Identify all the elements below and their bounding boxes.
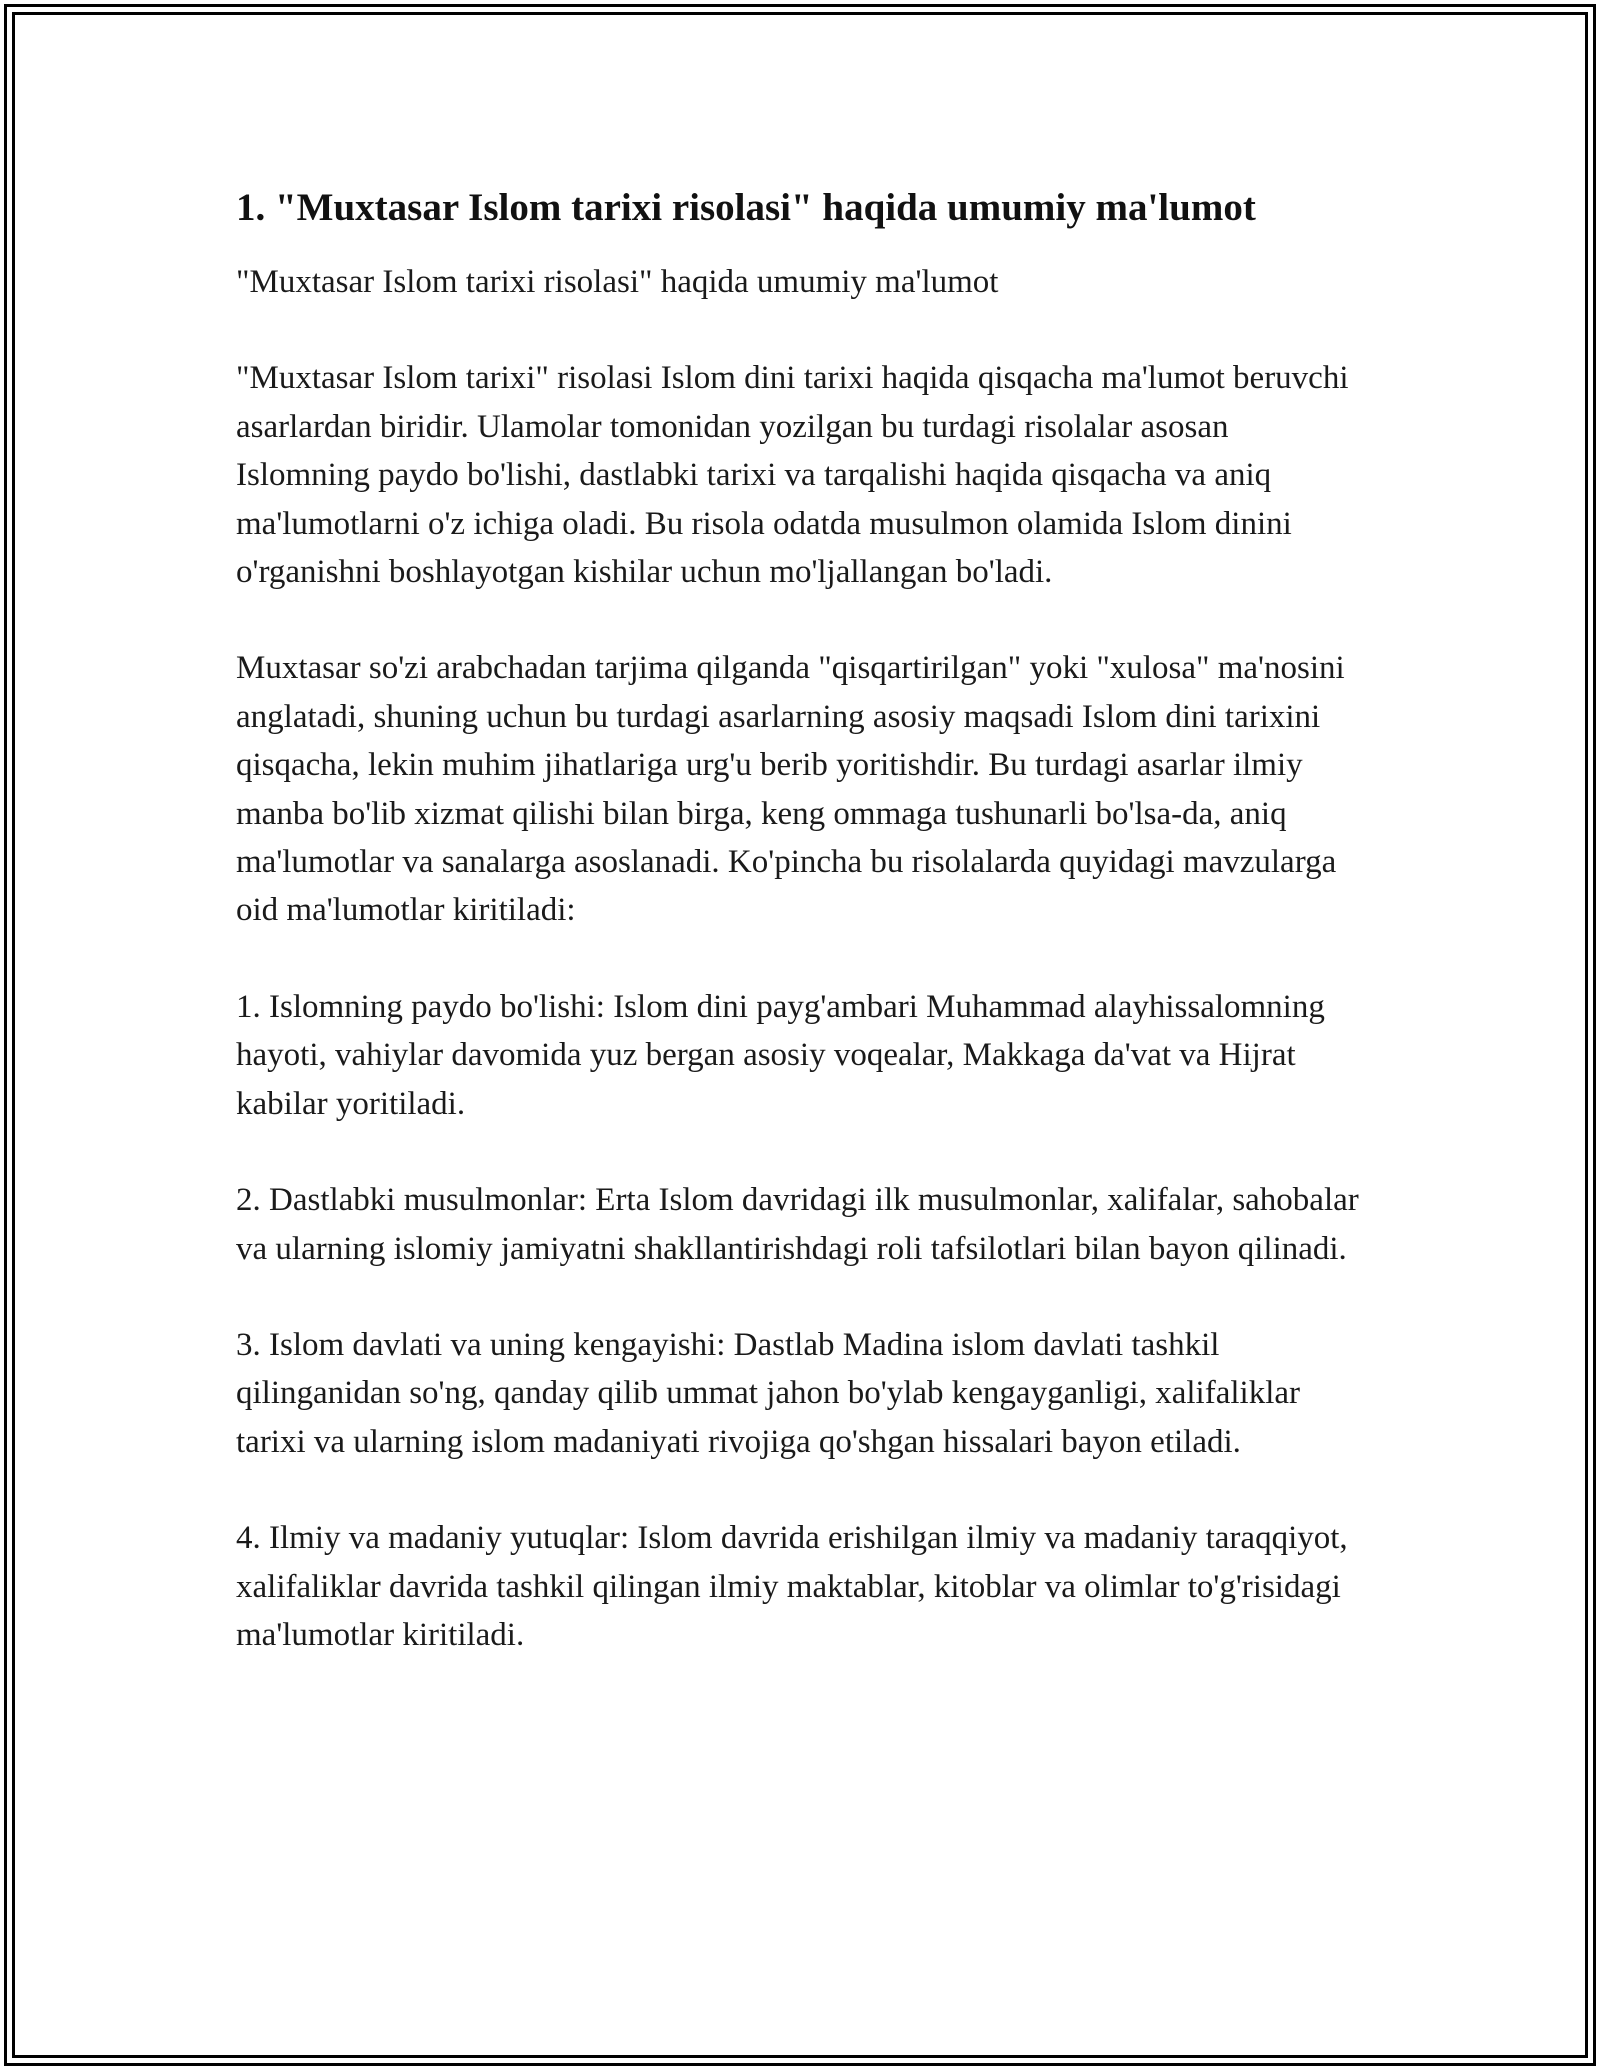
paragraph-intro: "Muxtasar Islom tarixi" risolasi Islom dini tarixi haqida qisqacha ma'lumot beruvchi asarlardan biridir. Ulamolar tomonidan yozilgan bu turdagi risolalar asosan Islomning paydo bo'lishi, dastlabki tarixi va tarqalishi haqida qisqacha va aniq ma'lumotlarni o'z ichiga oladi. Bu risola odatda musulmon olamida Islom dinini o'rganishni boshlayotgan kishilar uchun mo'ljallangan bo'ladi. <box>236 360 1349 591</box>
list-item-2: 2. Dastlabki musulmonlar: Erta Islom davridagi ilk musulmonlar, xalifalar, sahobalar va ularning islomiy jamiyatni shakllantirishdagi roli tafsilotlari bilan bayon qilinadi. <box>236 1182 1359 1267</box>
paragraph-muxtasar-meaning: Muxtasar so'zi arabchadan tarjima qilganda "qisqartirilgan" yoki "xulosa" ma'nosini anglatadi, shuning uchun bu turdagi asarlarning asosiy maqsadi Islom dini tarixini qisqacha, lekin muhim jihatlariga urg'u berib yoritishdir. Bu turdagi asarlar ilmiy manba bo'lib xizmat qilishi bilan birga, keng ommaga tushunarli bo'lsa-da, aniq ma'lumotlar va sanalarga asoslanadi. Ko'pincha bu risolalarda quyidagi mavzularga oid ma'lumotlar kiritiladi: <box>236 650 1345 929</box>
list-item-3: 3. Islom davlati va uning kengayishi: Dastlab Madina islom davlati tashkil qilinganidan so'ng, qanday qilib ummat jahon bo'ylab kengayganligi, xalifaliklar tarixi va ularning islom madaniyati rivojiga qo'shgan hissalari bayon etiladi. <box>236 1326 1300 1460</box>
document-body <box>236 183 1366 1707</box>
document-title: 1. "Muxtasar Islom tarixi risolasi" haqida umumiy ma'lumot <box>236 186 1256 229</box>
document-subtitle: "Muxtasar Islom tarixi risolasi" haqida umumiy ma'lumot <box>236 264 999 300</box>
list-item-4: 4. Ilmiy va madaniy yutuqlar: Islom davrida erishilgan ilmiy va madaniy taraqqiyot, xalifaliklar davrida tashkil qilingan ilmiy maktablar, kitoblar va olimlar to'g'risidagi ma'lumotlar kiritiladi. <box>236 1520 1348 1653</box>
list-item-1: 1. Islomning paydo bo'lishi: Islom dini payg'ambari Muhammad alayhissalomning hayoti, vahiylar davomida yuz bergan asosiy voqealar, Makkaga da'vat va Hijrat kabilar yoritiladi. <box>236 988 1325 1122</box>
